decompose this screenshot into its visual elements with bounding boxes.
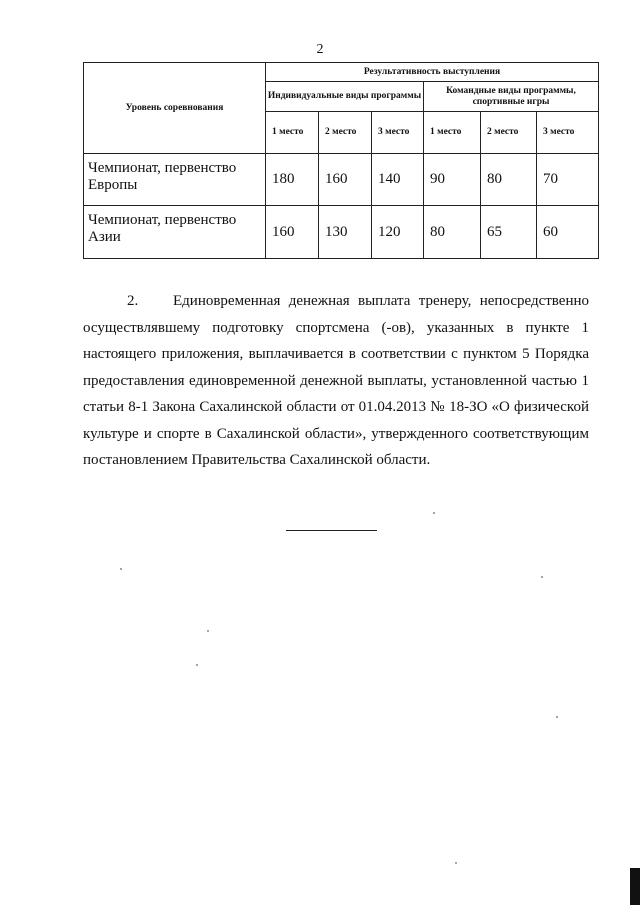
page-number: 2 bbox=[316, 42, 324, 57]
scan-speck bbox=[556, 716, 558, 718]
table-cell: 160 bbox=[319, 154, 372, 206]
header-place: 2 место bbox=[319, 112, 372, 154]
table-cell: 180 bbox=[266, 154, 319, 206]
header-team: Командные виды программы, спортивные игры bbox=[424, 82, 599, 112]
header-place: 1 место bbox=[266, 112, 319, 154]
paragraph-text: Единовременная денежная выплата тренеру, непосредственно осуществлявшему подготовку спортсмена (-ов), указанных в пункте 1 настоящего приложения, выплачивается в соответствии с пунктом 5 Порядка предоставления единовременной денежной выплаты, установленной частью 1 статьи 8-1 Закона Сахалинской области от 01.04.2013 № 18-ЗО «О физической культуре и спорте в Сахалинской области», утвержденного соответствующим постановлением Правительства Сахалинской области. bbox=[83, 293, 589, 468]
row-label: Чемпионат, первенство Европы bbox=[84, 154, 266, 206]
table-cell: 130 bbox=[319, 206, 372, 259]
table-cell: 160 bbox=[266, 206, 319, 259]
table-cell: 80 bbox=[424, 206, 481, 259]
header-place: 3 место bbox=[537, 112, 599, 154]
table-row bbox=[84, 206, 599, 259]
row-label: Чемпионат, первенство Азии bbox=[84, 206, 266, 259]
scan-speck bbox=[433, 512, 435, 514]
table-cell: 65 bbox=[481, 206, 537, 259]
scan-speck bbox=[455, 862, 457, 864]
scan-speck bbox=[196, 664, 198, 666]
header-results: Результативность выступления bbox=[266, 63, 599, 82]
table-cell: 70 bbox=[537, 154, 599, 206]
table-cell: 90 bbox=[424, 154, 481, 206]
table-cell: 120 bbox=[372, 206, 424, 259]
header-place: 2 место bbox=[481, 112, 537, 154]
scan-speck bbox=[120, 568, 122, 570]
separator-line bbox=[286, 530, 377, 531]
table-cell: 140 bbox=[372, 154, 424, 206]
scan-speck bbox=[541, 576, 543, 578]
header-place: 1 место bbox=[424, 112, 481, 154]
paragraph-number: 2. bbox=[127, 293, 139, 309]
table-header-row bbox=[84, 63, 599, 82]
table-row bbox=[84, 154, 599, 206]
table-cell: 80 bbox=[481, 154, 537, 206]
scan-edge-mark bbox=[630, 868, 640, 905]
scan-speck bbox=[207, 630, 209, 632]
header-level: Уровень соревнования bbox=[84, 63, 266, 154]
paragraph-2 bbox=[83, 288, 589, 474]
header-individual: Индивидуальные виды программы bbox=[266, 82, 424, 112]
table-cell: 60 bbox=[537, 206, 599, 259]
results-table bbox=[83, 62, 599, 259]
header-place: 3 место bbox=[372, 112, 424, 154]
